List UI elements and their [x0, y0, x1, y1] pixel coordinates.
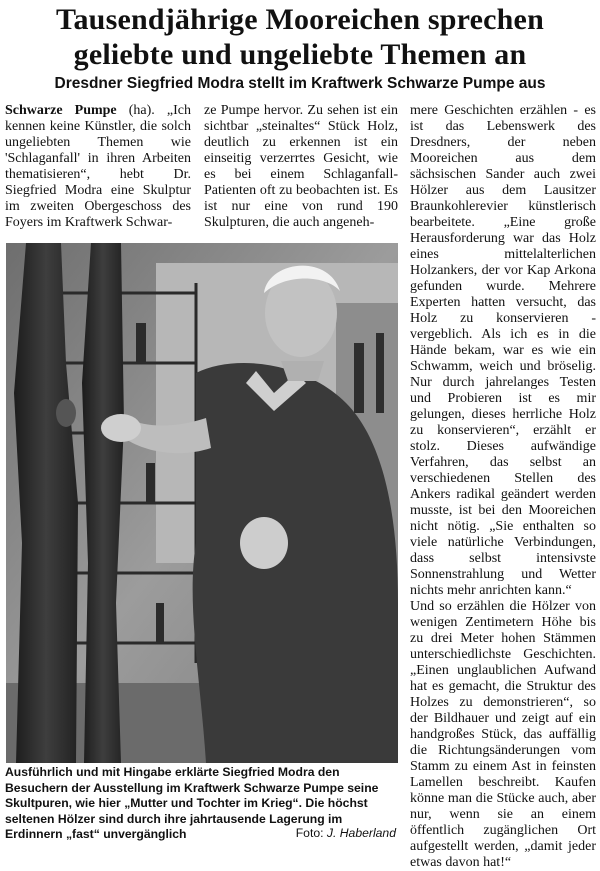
column-3-paragraph-1: mere Geschichten erzählen - es ist das Lebenswerk des Dresdners, der neben Mooreichen aus dem sächsischen Sander auch zwei Hölzer aus dem Lausitzer Braunkohlerevier künstlerisch bearbeitete. „Eine große Herausforderung war das Holz eines mittelalterlichen Holzankers, der vor Kap Arkona gefunden wurde. Mehrere Experten hatten versucht, das Holz zu konservieren - vergeblich. Als ich es in die Hände bekam, war es wie ein Schwamm, weich und bröselig. Nur durch jahrelanges Testen und Probieren ist es mir gelungen, dieses herrliche Holz zu konservieren“, erzählt er stolz. Dieses aufwändige Verfahren, das selbst an verschiedenen Stellen des Ankers radikal geändert werden musste, ist bei den Mooreichen nicht nötig. „Sie enthalten so viele natürliche Verbindungen, dass selbst intensivste Sonnenstrahlung und Wetter nichts mehr anrichten kann.“: [410, 103, 596, 598]
article-photo: [6, 243, 398, 763]
credit-label: Foto:: [295, 826, 324, 840]
article-column-1: [5, 103, 191, 231]
article-column-2: [204, 103, 398, 231]
photo-credit: [288, 826, 396, 842]
dateline: Schwarze Pumpe: [5, 103, 117, 118]
photo-caption: [5, 765, 398, 843]
credit-name: J. Haberland: [326, 826, 396, 840]
column-2-text: ze Pumpe hervor. Zu sehen ist ein sichtbar „steinaltes“ Stück Holz, deutlich zu erkennen ist ein einseitig verzerrtes Gesicht, wie es bei einem Schlaganfall-Patienten oft zu beobachten ist. Es ist nur eine von rund 190 Skulpturen, die auch angeneh-: [204, 103, 398, 230]
article-column-3: [410, 103, 596, 871]
headline-line-2: geliebte und ungeliebte Themen an: [73, 38, 527, 71]
subheadline: Dresdner Siegfried Modra stellt im Kraftwerk Schwarze Pumpe aus: [54, 75, 546, 92]
headline: [0, 2, 600, 72]
headline-line-1: Tausendjährige Mooreichen sprechen: [56, 3, 544, 36]
caption-text: Ausführlich und mit Hingabe erklärte Siegfried Modra den Besuchern der Ausstellung im Kraftwerk Schwarze Pumpe seine Skultpuren, wie hier „Mutter und Tochter im Krieg“. Die höchst seltenen Hölzer sind durch ihre jahrtausende Lagerung im Erdinnern „fast“ unvergänglich: [5, 765, 379, 841]
column-1-text: (ha). „Ich kennen keine Künstler, die solch ungeliebten Themen wie 'Schlaganfall' in ihren Arbeiten thematisieren“, hebt Dr. Siegfried Modra eine Skulptur im zweiten Obergeschoss des Foyers im Kraftwerk Schwar-: [5, 103, 191, 230]
photo-illustration: [6, 243, 398, 763]
column-3-paragraph-2: Und so erzählen die Hölzer von wenigen Zentimetern Höhe bis zu drei Meter hohen Stämmen unterschiedlichste Geschichten. „Einen unglaublichen Aufwand hat es gemacht, die Struktur des Holzes zu demonstrieren“, so der Bildhauer und zeigt auf ein handgroßes Stück, das auffällig die Richtungsänderungen vom Stamm zu einem Ast in feinsten Lamellen beschreibt. Kaufen könne man die Stücke auch, aber nur, wenn sie an einem öffentlich zugänglichen Ort aufgestellt werden, „damit jeder etwas davon hat!“: [410, 599, 596, 870]
